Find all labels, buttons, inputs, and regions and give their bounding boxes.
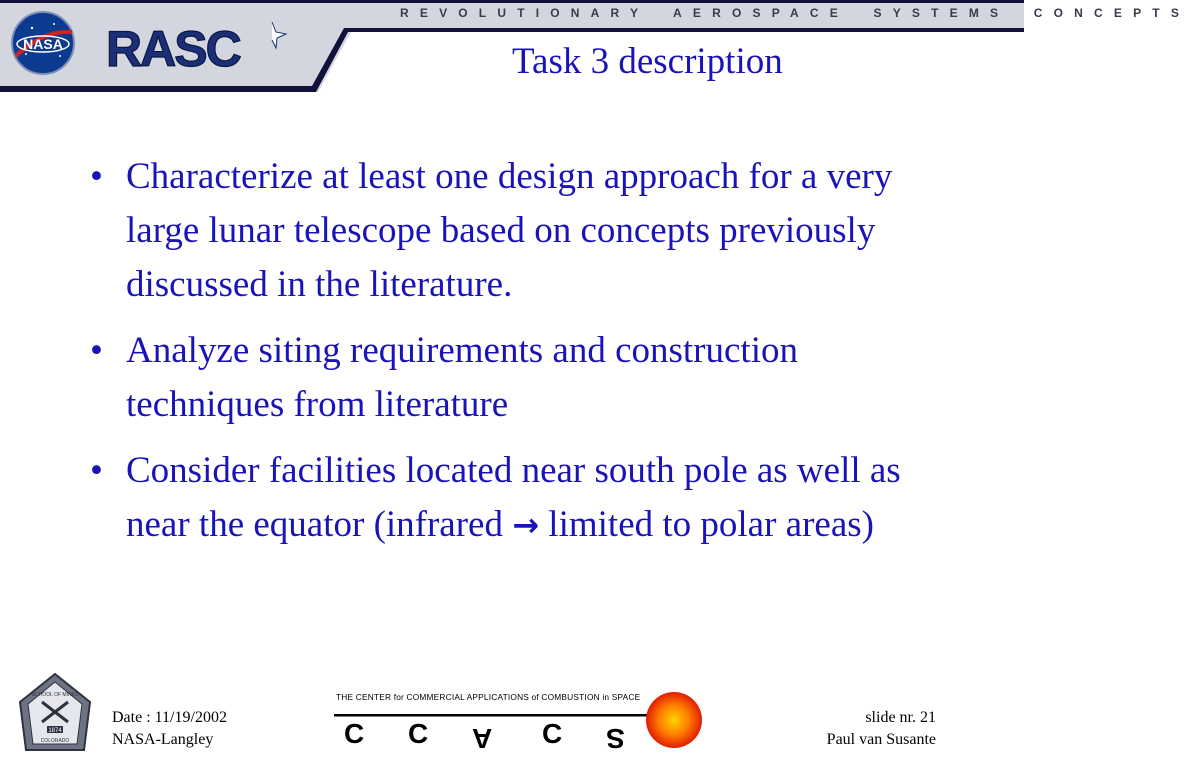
header-tagline: REVOLUTIONARY AEROSPACE SYSTEMS CONCEPTS — [400, 6, 1190, 20]
ccacs-letter: C — [344, 718, 365, 749]
svg-text:1874: 1874 — [48, 728, 62, 734]
school-of-mines-logo — [14, 672, 96, 762]
nasa-logo — [10, 10, 76, 76]
rasc-logo — [104, 18, 294, 77]
ccacs-logo — [330, 690, 710, 754]
svg-text:RASC: RASC — [106, 21, 240, 77]
bullet-item — [90, 444, 920, 552]
footer-date: Date : 11/19/2002 — [112, 709, 227, 726]
ccacs-letter: A — [472, 723, 493, 754]
bullet-item — [90, 150, 920, 312]
svg-text:COLORADO: COLORADO — [40, 738, 70, 744]
ccacs-tagline: THE CENTER for COMMERCIAL APPLICATIONS of COMBUSTION in SPACE — [336, 692, 641, 702]
footer-right — [827, 707, 936, 751]
bullet-item — [90, 324, 920, 432]
ccacs-letter: C — [542, 718, 563, 749]
footer-author: Paul van Susante — [826, 731, 936, 748]
bullet-text-continued: limited to polar areas) — [539, 504, 874, 545]
footer-slide-number: slide nr. 21 — [865, 709, 936, 726]
bullet-text: Consider facilities located near south pole as well as near the equator (infrared — [126, 450, 901, 545]
ccacs-letter: C — [408, 718, 429, 749]
slide-title: Task 3 description — [512, 41, 783, 82]
svg-text:SCHOOL OF MINES: SCHOOL OF MINES — [31, 692, 79, 698]
ccacs-letters — [330, 718, 630, 754]
bullet-text: Characterize at least one design approach for a very large lunar telescope based on concepts previously discussed in the literature. — [126, 156, 893, 305]
svg-text:NASA: NASA — [23, 36, 63, 52]
bullet-list — [90, 150, 920, 564]
right-arrow-icon: → — [512, 506, 540, 544]
footer-left — [112, 707, 227, 751]
footer-org: NASA-Langley — [112, 731, 214, 748]
ccacs-letter: S — [606, 723, 625, 754]
slide-header — [0, 0, 1190, 92]
bullet-text: Analyze siting requirements and construction techniques from literature — [126, 330, 798, 425]
